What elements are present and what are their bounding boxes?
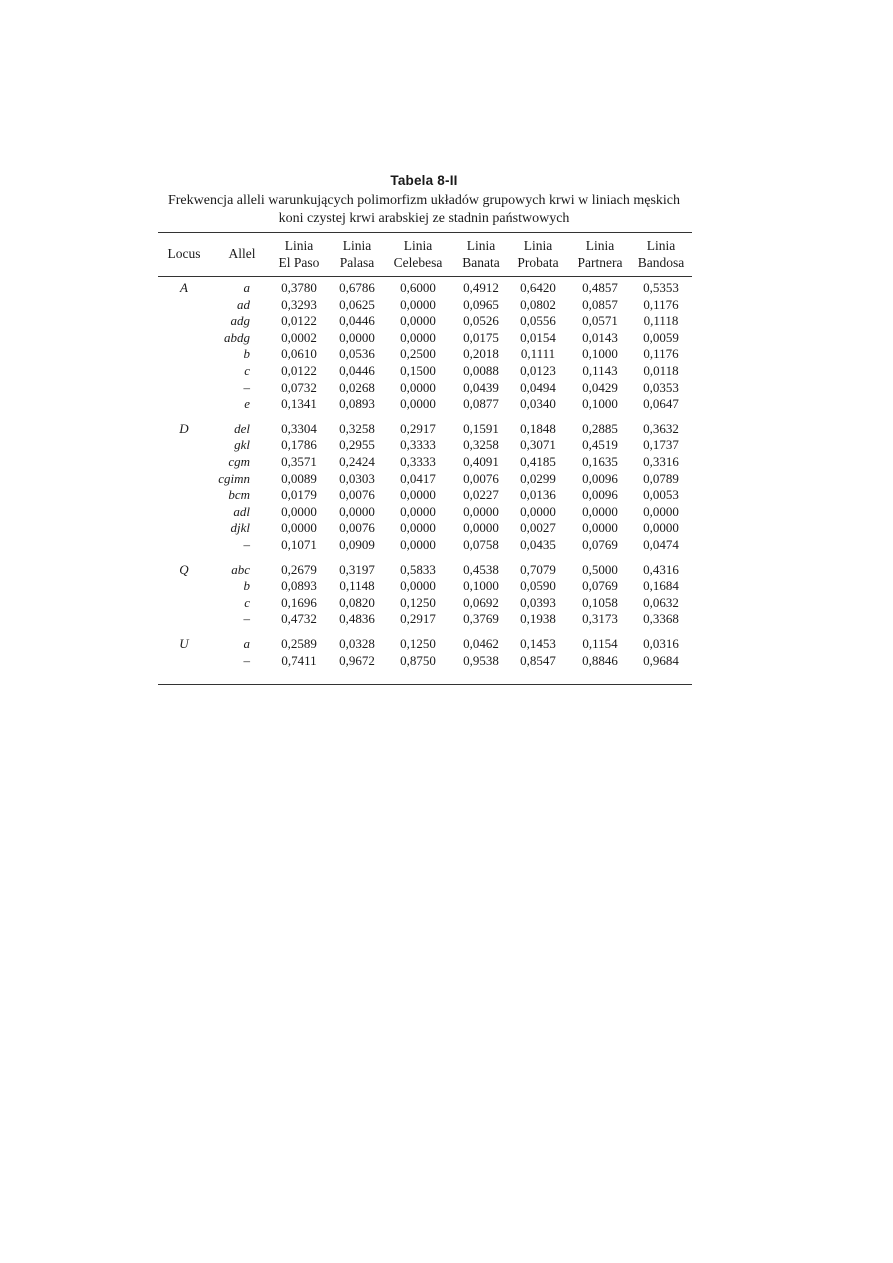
frequency-cell: 0,0118 xyxy=(643,363,679,378)
frequency-cell: 0,0965 xyxy=(463,296,499,312)
frequency-cell: 0,0802 xyxy=(520,296,556,312)
allel-label: c xyxy=(244,594,250,610)
allel-label: abc xyxy=(231,561,250,577)
frequency-cell: 0,0877 xyxy=(463,396,499,412)
frequency-cell: 0,4316 xyxy=(643,561,679,577)
frequency-cell: 0,3304 xyxy=(281,420,317,436)
frequency-cell: 0,0123 xyxy=(520,363,556,378)
frequency-cell: 0,4519 xyxy=(582,437,618,453)
frequency-cell: 0,3571 xyxy=(281,454,317,469)
frequency-cell: 0,0000 xyxy=(339,503,375,519)
frequency-cell: 0,2885 xyxy=(582,420,618,436)
frequency-cell: 0,2917 xyxy=(400,611,436,627)
column-header-line: Linia xyxy=(403,238,433,253)
frequency-cell: 0,0590 xyxy=(520,578,556,594)
locus-label: D xyxy=(179,420,189,436)
allel-label: cgm xyxy=(228,454,250,469)
frequency-cell: 0,9684 xyxy=(643,652,679,668)
frequency-cell: 0,0227 xyxy=(463,487,499,503)
allel-label: b xyxy=(243,578,250,594)
frequency-cell: 0,0000 xyxy=(520,503,556,519)
allel-label: b xyxy=(243,346,250,362)
locus-label: Q xyxy=(179,561,189,577)
frequency-cell: 0,3632 xyxy=(643,420,679,436)
frequency-cell: 0,4836 xyxy=(339,611,375,627)
frequency-cell: 0,0143 xyxy=(582,329,618,345)
frequency-cell: 0,0571 xyxy=(582,313,618,329)
table-top-rule xyxy=(158,232,692,233)
frequency-cell: 0,0526 xyxy=(463,313,499,329)
frequency-cell: 0,2424 xyxy=(339,454,375,469)
header-locus: Locus xyxy=(167,246,201,261)
frequency-cell: 0,0857 xyxy=(582,296,618,312)
column-header xyxy=(627,237,695,271)
frequency-cell: 0,0088 xyxy=(463,363,499,378)
frequency-cell: 0,0429 xyxy=(582,379,618,395)
frequency-cell: 0,0136 xyxy=(520,487,556,503)
frequency-cell: 0,3780 xyxy=(281,280,317,295)
frequency-cell: 0,0393 xyxy=(520,594,556,610)
allel-label: – xyxy=(243,537,250,552)
frequency-cell: 0,3258 xyxy=(339,420,375,436)
column-header xyxy=(323,237,391,271)
frequency-cell: 0,8547 xyxy=(520,652,556,668)
frequency-cell: 0,1737 xyxy=(643,437,679,453)
column-header-line: Bandosa xyxy=(637,255,685,270)
locus-label: U xyxy=(179,636,189,651)
frequency-cell: 0,3173 xyxy=(582,611,618,627)
frequency-cell: 0,1684 xyxy=(643,578,679,594)
frequency-cell: 0,3316 xyxy=(643,454,679,469)
frequency-cell: 0,0027 xyxy=(520,520,556,536)
frequency-cell: 0,1176 xyxy=(643,296,679,312)
allel-label: adg xyxy=(230,313,250,329)
frequency-cell: 0,0909 xyxy=(339,537,375,552)
frequency-cell: 0,0820 xyxy=(339,594,375,610)
frequency-cell: 0,2018 xyxy=(463,346,499,362)
column-header-line: Linia xyxy=(284,238,314,253)
allel-label: e xyxy=(244,396,250,412)
frequency-cell: 0,0439 xyxy=(463,379,499,395)
frequency-cell: 0,4185 xyxy=(520,454,556,469)
frequency-cell: 0,0893 xyxy=(281,578,317,594)
frequency-cell: 0,0732 xyxy=(281,379,317,395)
frequency-cell: 0,0076 xyxy=(463,470,499,486)
frequency-cell: 0,1341 xyxy=(281,396,317,412)
frequency-cell: 0,0000 xyxy=(400,578,436,594)
frequency-cell: 0,0059 xyxy=(643,329,679,345)
allel-label: c xyxy=(244,363,250,378)
frequency-cell: 0,0769 xyxy=(582,578,618,594)
frequency-cell: 0,0000 xyxy=(400,379,436,395)
frequency-cell: 0,0000 xyxy=(281,503,317,519)
frequency-cell: 0,1500 xyxy=(400,363,436,378)
frequency-cell: 0,0610 xyxy=(281,346,317,362)
frequency-cell: 0,0303 xyxy=(339,470,375,486)
frequency-cell: 0,1071 xyxy=(281,537,317,552)
frequency-cell: 0,0000 xyxy=(643,503,679,519)
frequency-cell: 0,0122 xyxy=(281,363,317,378)
frequency-cell: 0,0000 xyxy=(339,329,375,345)
frequency-cell: 0,8846 xyxy=(582,652,618,668)
allel-label: a xyxy=(243,280,250,295)
frequency-cell: 0,3333 xyxy=(400,454,436,469)
frequency-cell: 0,1000 xyxy=(582,346,618,362)
frequency-cell: 0,1453 xyxy=(520,636,556,651)
frequency-cell: 0,0299 xyxy=(520,470,556,486)
frequency-cell: 0,0096 xyxy=(582,487,618,503)
frequency-cell: 0,0000 xyxy=(463,520,499,536)
frequency-cell: 0,0647 xyxy=(643,396,679,412)
allel-label: del xyxy=(234,420,250,436)
frequency-cell: 0,0002 xyxy=(281,329,317,345)
frequency-cell: 0,0076 xyxy=(339,487,375,503)
frequency-cell: 0,4538 xyxy=(463,561,499,577)
frequency-cell: 0,1591 xyxy=(463,420,499,436)
frequency-cell: 0,1000 xyxy=(582,396,618,412)
frequency-cell: 0,0893 xyxy=(339,396,375,412)
frequency-cell: 0,0000 xyxy=(582,520,618,536)
frequency-cell: 0,0076 xyxy=(339,520,375,536)
frequency-cell: 0,1058 xyxy=(582,594,618,610)
frequency-cell: 0,0000 xyxy=(281,520,317,536)
frequency-cell: 0,2955 xyxy=(339,437,375,453)
frequency-cell: 0,1938 xyxy=(520,611,556,627)
frequency-cell: 0,0096 xyxy=(582,470,618,486)
header-bottom-rule xyxy=(158,276,692,277)
frequency-cell: 0,0789 xyxy=(643,470,679,486)
frequency-cell: 0,0053 xyxy=(643,487,679,503)
frequency-cell: 0,1786 xyxy=(281,437,317,453)
frequency-cell: 0,0268 xyxy=(339,379,375,395)
frequency-cell: 0,0000 xyxy=(400,329,436,345)
table-caption xyxy=(150,192,698,228)
column-header-line: Palasa xyxy=(339,255,375,270)
frequency-cell: 0,0000 xyxy=(400,520,436,536)
frequency-cell: 0,9672 xyxy=(339,652,375,668)
header-allel: Allel xyxy=(228,246,256,261)
column-header-line: Banata xyxy=(462,255,500,270)
frequency-cell: 0,1250 xyxy=(400,594,436,610)
frequency-cell: 0,9538 xyxy=(463,652,499,668)
frequency-cell: 0,0000 xyxy=(400,396,436,412)
frequency-cell: 0,0000 xyxy=(400,537,436,552)
frequency-cell: 0,3293 xyxy=(281,296,317,312)
column-header-line: Linia xyxy=(646,238,676,253)
frequency-cell: 0,0122 xyxy=(281,313,317,329)
frequency-cell: 0,0000 xyxy=(400,487,436,503)
frequency-cell: 0,0417 xyxy=(400,470,436,486)
frequency-cell: 0,1250 xyxy=(400,636,436,651)
column-header xyxy=(566,237,634,271)
frequency-cell: 0,0179 xyxy=(281,487,317,503)
frequency-cell: 0,1111 xyxy=(520,346,556,362)
allel-label: adl xyxy=(233,503,250,519)
allel-label: ad xyxy=(237,296,250,312)
frequency-cell: 0,0000 xyxy=(400,503,436,519)
frequency-cell: 0,2589 xyxy=(281,636,317,651)
allel-label: djkl xyxy=(230,520,250,536)
frequency-cell: 0,0154 xyxy=(520,329,556,345)
frequency-cell: 0,1118 xyxy=(643,313,679,329)
frequency-cell: 0,5353 xyxy=(643,280,679,295)
locus-label: A xyxy=(180,280,188,295)
column-header-line: Partnera xyxy=(577,255,623,270)
frequency-cell: 0,0446 xyxy=(339,363,375,378)
frequency-cell: 0,0625 xyxy=(339,296,375,312)
frequency-cell: 0,0000 xyxy=(400,313,436,329)
frequency-cell: 0,0000 xyxy=(643,520,679,536)
allel-label: abdg xyxy=(224,329,250,345)
caption-line-1: Frekwencja alleli warunkujących polimorfizm układów grupowych krwi w liniach męskich xyxy=(167,193,681,208)
frequency-cell: 0,1148 xyxy=(339,578,375,594)
frequency-cell: 0,1154 xyxy=(582,636,618,651)
frequency-cell: 0,3333 xyxy=(400,437,436,453)
column-header-line: Linia xyxy=(585,238,615,253)
allel-label: bcm xyxy=(228,487,250,503)
frequency-cell: 0,0758 xyxy=(463,537,499,552)
frequency-cell: 0,4732 xyxy=(281,611,317,627)
column-header-line: Linia xyxy=(342,238,372,253)
frequency-cell: 0,2917 xyxy=(400,420,436,436)
frequency-cell: 0,7411 xyxy=(281,652,317,668)
frequency-cell: 0,0632 xyxy=(643,594,679,610)
frequency-cell: 0,0089 xyxy=(281,470,317,486)
frequency-cell: 0,2500 xyxy=(400,346,436,362)
allel-label: cgimn xyxy=(218,470,250,486)
table-title: Tabela 8-II xyxy=(390,173,458,188)
allel-label: – xyxy=(243,611,250,627)
frequency-cell: 0,1848 xyxy=(520,420,556,436)
frequency-cell: 0,5000 xyxy=(582,561,618,577)
frequency-cell: 0,3769 xyxy=(463,611,499,627)
frequency-cell: 0,0175 xyxy=(463,329,499,345)
allel-label: – xyxy=(243,652,250,668)
frequency-cell: 0,6786 xyxy=(339,280,375,295)
column-header xyxy=(384,237,452,271)
caption-line-2: koni czystej krwi arabskiej ze stadnin państwowych xyxy=(278,211,570,226)
frequency-cell: 0,0000 xyxy=(463,503,499,519)
frequency-cell: 0,0692 xyxy=(463,594,499,610)
column-header-line: El Paso xyxy=(278,255,320,270)
frequency-cell: 0,3258 xyxy=(463,437,499,453)
frequency-cell: 0,1143 xyxy=(582,363,618,378)
frequency-cell: 0,0353 xyxy=(643,379,679,395)
column-header-line: Celebesa xyxy=(393,255,443,270)
frequency-cell: 0,0328 xyxy=(339,636,375,651)
frequency-cell: 0,0462 xyxy=(463,636,499,651)
table-bottom-rule xyxy=(158,684,692,685)
frequency-cell: 0,3071 xyxy=(520,437,556,453)
frequency-cell: 0,0446 xyxy=(339,313,375,329)
frequency-cell: 0,0000 xyxy=(400,296,436,312)
frequency-cell: 0,8750 xyxy=(400,652,436,668)
frequency-cell: 0,0474 xyxy=(643,537,679,552)
frequency-cell: 0,7079 xyxy=(520,561,556,577)
frequency-cell: 0,0435 xyxy=(520,537,556,552)
frequency-cell: 0,0340 xyxy=(520,396,556,412)
column-header xyxy=(504,237,572,271)
frequency-cell: 0,0000 xyxy=(582,503,618,519)
frequency-cell: 0,1176 xyxy=(643,346,679,362)
frequency-cell: 0,1635 xyxy=(582,454,618,469)
frequency-cell: 0,3368 xyxy=(643,611,679,627)
frequency-cell: 0,4912 xyxy=(463,280,499,295)
frequency-cell: 0,0769 xyxy=(582,537,618,552)
frequency-cell: 0,0316 xyxy=(643,636,679,651)
frequency-cell: 0,4091 xyxy=(463,454,499,469)
column-header-line: Probata xyxy=(517,255,559,270)
frequency-cell: 0,4857 xyxy=(582,280,618,295)
frequency-cell: 0,0556 xyxy=(520,313,556,329)
column-header-line: Linia xyxy=(523,238,553,253)
frequency-cell: 0,2679 xyxy=(281,561,317,577)
frequency-cell: 0,0494 xyxy=(520,379,556,395)
frequency-cell: 0,5833 xyxy=(400,561,436,577)
frequency-cell: 0,1696 xyxy=(281,594,317,610)
allel-label: – xyxy=(243,379,250,395)
allel-label: a xyxy=(243,636,250,651)
column-header-line: Linia xyxy=(466,238,496,253)
frequency-cell: 0,1000 xyxy=(463,578,499,594)
frequency-cell: 0,3197 xyxy=(339,561,375,577)
frequency-cell: 0,6000 xyxy=(400,280,436,295)
frequency-cell: 0,6420 xyxy=(520,280,556,295)
frequency-cell: 0,0536 xyxy=(339,346,375,362)
allel-label: gkl xyxy=(234,437,250,453)
